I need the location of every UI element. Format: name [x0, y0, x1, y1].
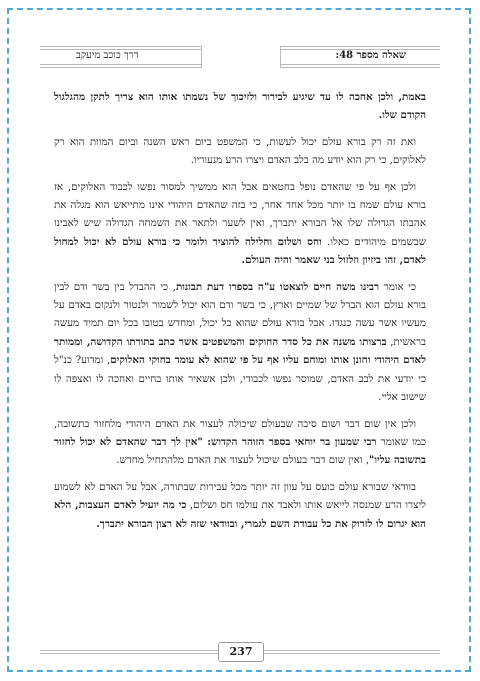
- text-segment: וחס ושלום וחלילה להוציר ולומר כי בורא עולם לא יכול למחול לאדם, זהו ביזיון וזלזול בני שאמר והיה העולם.: [54, 235, 426, 267]
- page-body: [54, 88, 426, 541]
- paragraph-p3: [54, 178, 426, 270]
- text-segment: ואת זה רק בורא עולם יכול לעשות, כי המשפט ביום ראש השנה וביום המוות הוא רק לאלוקים, כי רק הוא יודע מה בלב האדם ויצרו הרע מנעוריו.: [54, 135, 426, 167]
- paragraph-p2: [54, 133, 426, 170]
- paragraph-p5: [54, 415, 426, 470]
- text-segment: באמת, ולכן אחכה לו עד שיגיע לבירור ולזיכוך של נשמתו אותו הוא צריך לתקן מהגלגול הקודם שלו.: [54, 91, 426, 122]
- page-number: 237: [218, 642, 264, 662]
- book-title: דרך כוכב מיעקב: [72, 50, 143, 61]
- text-segment: ברצותו משנה את כל סדר החוקים והמשפטים אשר כתב בתורתו הקדושה, וממותר לאדם היהודי וחונן אותו ומוחם עליו אף על פי שהוא לא עומד בחוקי האלוקים: [54, 335, 426, 367]
- question-label: שאלה מספר 48:: [332, 50, 411, 61]
- text-segment: ולכן אף על פי שהאדם נופל בחטאים אבל הוא ממשיך למסור נפשו לכבוד האלוקים, אז בורא עולם שמח בו יותר מכל אחד אחר, כי בזה שהאדם היהודי אינו מתייאש הוא מגלה את אהבתו הגדולה שלו אל הבורא יתברך, ואין לשער ולתאר את השמחה הגדולה שיש לאבינו שבשמים מיהודים כאלו.: [54, 180, 427, 248]
- page-footer: [40, 642, 440, 660]
- paragraph-p4: [54, 278, 426, 407]
- paragraph-p6: [54, 478, 426, 533]
- text-segment: בוודאי שבורא עולם כועס על עוון זה יותר מכל עבירות שבתורה, אבל על האדם לא לשמוע ליצרו הרע שמנסה לייאש אותו ולאבד את עולמו חס ושלום,: [54, 480, 426, 512]
- text-segment: רבינו משה חיים לוצאטו ע"ה בספרו דעת תבונות: [175, 280, 380, 293]
- paragraph-p1: [54, 88, 426, 125]
- text-segment: , ומדוע? כנ"ל כי יודעי את לבב האדם, שמוסר נפשו לכבודי, ולכן אשאיר אותו בחיים ואחכה לו ואצפה לו שישוב אליי.: [54, 354, 426, 404]
- text-segment: כי אומר: [379, 280, 417, 293]
- text-segment: ולכן אין שום דבר ושום סיבה שבעולם שיכולה לעצור את האדם היהודי מלחזור בתשובה, כמו שאומר: [54, 417, 426, 448]
- running-header: [40, 46, 440, 68]
- text-segment: רבי שמעון בר יוחאי בספר הזוהר הקדוש: "אין לך דבר שהאדם לא יכול לחזור בתשובה עליו": [54, 435, 426, 467]
- header-center-box: [201, 46, 281, 68]
- text-segment: , כי ההבדל בין בשר ודם לבין בורא עולם הוא הבדל של שמיים וארץ, כי בשר ודם הוא יכול לשמור ולנטור ולנקום באדם על מעשיו אשר עשה כנגדו. אבל בורא עולם שהוא כל יכול, ומחדש בטובו בכל יום תמיד מעשה בראשית,: [54, 280, 426, 348]
- text-segment: כי מה יועיל לאדם העצבות, הלא הוא יגרום לו לזרוק את כל עבודת השם לגמרי, ובוודאי שזה לא רצון הבורא יתברך.: [54, 499, 426, 530]
- text-segment: , ואין שום דבר בעולם שיכול לעצור את האדם מלהתחיל מחדש.: [116, 454, 370, 467]
